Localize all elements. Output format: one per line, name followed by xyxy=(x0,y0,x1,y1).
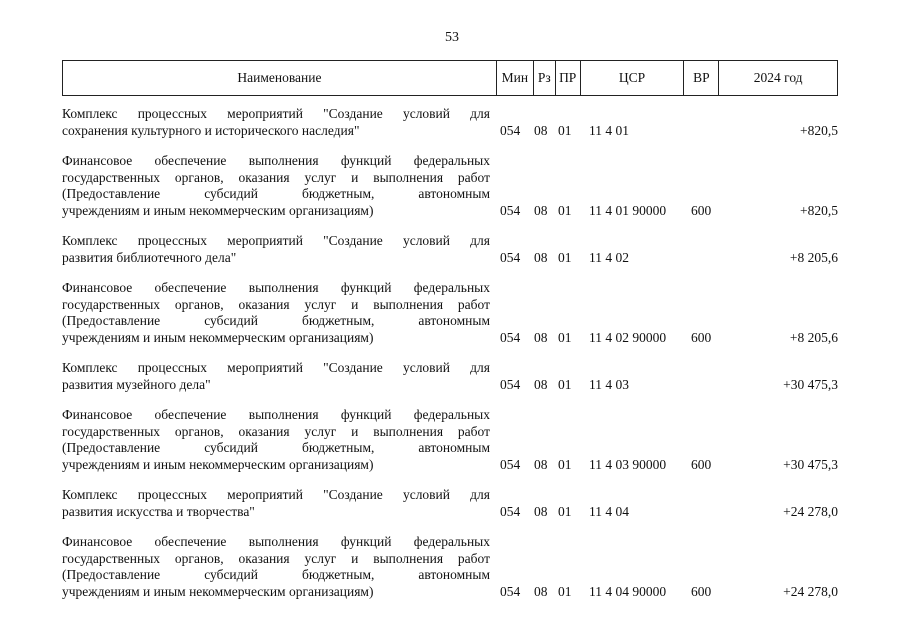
page-number: 53 xyxy=(445,30,459,45)
row-name-line: Финансовое обеспечение выполнения функций федеральных xyxy=(62,407,490,422)
row-pr: 01 xyxy=(558,503,572,519)
row-name-line: Комплекс процессных мероприятий "Создание условий для xyxy=(62,233,490,248)
row-name-line: учреждениям и иным некоммерческим организациям) xyxy=(62,456,374,472)
row-amount: +30 475,3 xyxy=(783,456,838,472)
header-vr: ВР xyxy=(683,61,718,95)
table-row xyxy=(62,233,838,266)
row-name-line: государственных органов, оказания услуг и выполнения работ xyxy=(62,296,490,312)
table-row xyxy=(62,407,838,473)
row-min: 054 xyxy=(500,249,521,265)
row-min: 054 xyxy=(500,122,521,138)
row-name-line: Финансовое обеспечение выполнения функций федеральных xyxy=(62,280,490,295)
table-row xyxy=(62,153,838,219)
row-vr: 600 xyxy=(691,329,712,345)
row-codes xyxy=(62,377,838,394)
row-name-line: развития музейного дела" xyxy=(62,376,211,392)
row-amount: +24 278,0 xyxy=(783,503,838,519)
row-vr: 600 xyxy=(691,456,712,472)
row-name-line: развития библиотечного дела" xyxy=(62,249,237,265)
row-name-line: Комплекс процессных мероприятий "Создание условий для xyxy=(62,360,490,375)
row-pr: 01 xyxy=(558,376,572,392)
row-rz: 08 xyxy=(534,202,548,218)
row-amount: +8 205,6 xyxy=(789,249,838,265)
row-codes xyxy=(62,584,838,601)
row-min: 054 xyxy=(500,329,521,345)
row-min: 054 xyxy=(500,456,521,472)
row-name-line: развития искусства и творчества" xyxy=(62,503,255,519)
row-codes xyxy=(62,123,838,140)
row-name-line: (Предоставление субсидий бюджетным, автономным xyxy=(62,186,490,201)
row-rz: 08 xyxy=(534,456,548,472)
row-name-line: (Предоставление субсидий бюджетным, автономным xyxy=(62,313,490,328)
row-csr: 11 4 02 90000 xyxy=(589,329,667,345)
row-rz: 08 xyxy=(534,122,548,138)
row-rz: 08 xyxy=(534,249,548,265)
row-csr: 11 4 04 xyxy=(589,503,629,519)
row-name-line: учреждениям и иным некоммерческим организациям) xyxy=(62,202,374,218)
header-rz: Рз xyxy=(533,61,555,95)
header-pr: ПР xyxy=(555,61,580,95)
header-csr: ЦСР xyxy=(580,61,684,95)
row-name-line: государственных органов, оказания услуг и выполнения работ xyxy=(62,550,490,566)
row-name-line: государственных органов, оказания услуг и выполнения работ xyxy=(62,423,490,439)
row-pr: 01 xyxy=(558,583,572,599)
row-vr: 600 xyxy=(691,202,712,218)
row-min: 054 xyxy=(500,503,521,519)
row-codes xyxy=(62,203,838,220)
row-name-line: (Предоставление субсидий бюджетным, автономным xyxy=(62,440,490,455)
row-csr: 11 4 01 xyxy=(589,122,629,138)
row-name-line: (Предоставление субсидий бюджетным, автономным xyxy=(62,567,490,582)
row-name-line: Финансовое обеспечение выполнения функций федеральных xyxy=(62,534,490,549)
row-csr: 11 4 04 90000 xyxy=(589,583,667,599)
row-amount: +30 475,3 xyxy=(783,376,838,392)
row-name-line: государственных органов, оказания услуг и выполнения работ xyxy=(62,169,490,185)
table-row xyxy=(62,280,838,346)
row-amount: +820,5 xyxy=(800,202,838,218)
row-min: 054 xyxy=(500,202,521,218)
row-csr: 11 4 01 90000 xyxy=(589,202,667,218)
table-header xyxy=(62,60,838,96)
row-csr: 11 4 03 xyxy=(589,376,629,392)
row-pr: 01 xyxy=(558,249,572,265)
row-codes xyxy=(62,330,838,347)
row-name-line: учреждениям и иным некоммерческим организациям) xyxy=(62,583,374,599)
header-year: 2024 год xyxy=(718,61,837,95)
row-rz: 08 xyxy=(534,329,548,345)
row-rz: 08 xyxy=(534,376,548,392)
header-min: Мин xyxy=(496,61,533,95)
row-name-line: учреждениям и иным некоммерческим организациям) xyxy=(62,329,374,345)
table-body xyxy=(62,106,838,614)
row-pr: 01 xyxy=(558,329,572,345)
row-amount: +820,5 xyxy=(800,122,838,138)
row-amount: +24 278,0 xyxy=(783,583,838,599)
row-min: 054 xyxy=(500,376,521,392)
row-amount: +8 205,6 xyxy=(789,329,838,345)
row-name-line: Комплекс процессных мероприятий "Создание условий для xyxy=(62,106,490,121)
row-csr: 11 4 03 90000 xyxy=(589,456,667,472)
row-codes xyxy=(62,250,838,267)
row-pr: 01 xyxy=(558,122,572,138)
table-row xyxy=(62,106,838,139)
row-vr: 600 xyxy=(691,583,712,599)
row-rz: 08 xyxy=(534,503,548,519)
header-name: Наименование xyxy=(237,70,322,85)
table-row xyxy=(62,534,838,600)
row-pr: 01 xyxy=(558,456,572,472)
row-name-line: Финансовое обеспечение выполнения функций федеральных xyxy=(62,153,490,168)
table-row xyxy=(62,487,838,520)
row-name-line: Комплекс процессных мероприятий "Создание условий для xyxy=(62,487,490,502)
row-rz: 08 xyxy=(534,583,548,599)
table-row xyxy=(62,360,838,393)
row-codes xyxy=(62,457,838,474)
row-pr: 01 xyxy=(558,202,572,218)
row-min: 054 xyxy=(500,583,521,599)
row-codes xyxy=(62,504,838,521)
row-csr: 11 4 02 xyxy=(589,249,629,265)
row-name-line: сохранения культурного и исторического наследия" xyxy=(62,122,360,138)
